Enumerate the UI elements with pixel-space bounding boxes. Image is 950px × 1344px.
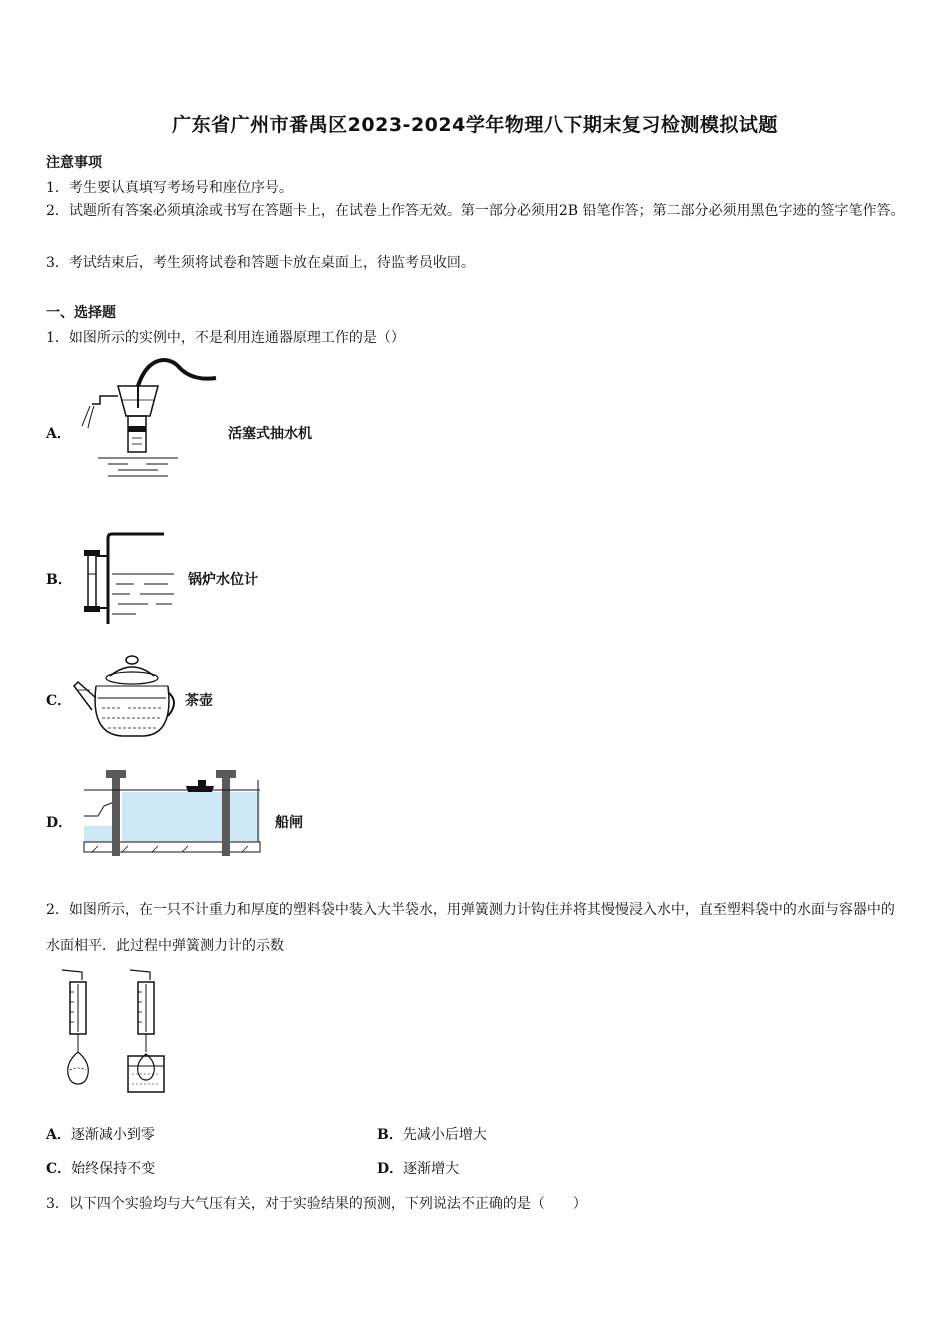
q1-option-d-letter: D． (46, 815, 73, 831)
q1-option-c-letter: C． (46, 693, 72, 709)
question-2-stem: 2．如图所示，在一只不计重力和厚度的塑料袋中装入大半袋水，用弹簧测力计钩住并将其慢慢浸入水中，直至塑料袋中的水面与容器中的水面相平．此过程中弹簧测力计的示数 (46, 902, 895, 954)
question-3-stem: 3．以下四个实验均与大气压有关，对于实验结果的预测，下列说法不正确的是（ ） (46, 1196, 587, 1212)
q2-option-a-label: 逐渐减小到零 (70, 1127, 155, 1143)
q1-option-d-label: 船闸 (275, 815, 303, 831)
page-title: 广东省广州市番禺区2023-2024学年物理八下期末复习检测模拟试题 (172, 114, 778, 136)
q2-option-b-letter: B． (377, 1127, 403, 1143)
q2-option-c-label: 始终保持不变 (71, 1161, 156, 1177)
q2-option-b-label: 先减小后增大 (402, 1127, 487, 1143)
question-1-stem: 1．如图所示的实例中，不是利用连通器原理工作的是（） (46, 330, 405, 346)
q2-option-a (46, 1124, 155, 1144)
q2-option-c-letter: C． (46, 1161, 72, 1177)
ship-lock-figure (82, 766, 262, 858)
q2-option-d (377, 1158, 459, 1178)
q1-option-c-label: 茶壶 (185, 693, 213, 709)
q2-option-d-letter: D． (377, 1161, 404, 1177)
spring-scale-figure (56, 966, 196, 1098)
teapot-figure (72, 652, 182, 740)
q1-option-a-label: 活塞式抽水机 (228, 426, 312, 442)
q1-option-b-letter: B． (46, 572, 72, 588)
q2-option-d-label: 逐渐增大 (403, 1161, 460, 1177)
section-heading: 一、选择题 (46, 305, 116, 321)
boiler-gauge-figure (78, 532, 180, 626)
notice-heading: 注意事项 (46, 155, 102, 171)
notice-item-2: 2．试题所有答案必须填涂或书写在答题卡上，在试卷上作答无效。第一部分必须用2B 铅笔作答；第二部分必须用黑色字迹的签字笔作答。 (46, 203, 905, 219)
notice-item-1: 1．考生要认真填写考场号和座位序号。 (46, 180, 293, 196)
q2-option-a-letter: A． (46, 1127, 71, 1143)
q1-option-b-label: 锅炉水位计 (188, 572, 258, 588)
notice-item-3: 3．考试结束后，考生须将试卷和答题卡放在桌面上，待监考员收回。 (46, 255, 475, 271)
q2-option-c (46, 1158, 155, 1178)
q1-option-a-letter: A． (46, 426, 71, 442)
piston-pump-figure (78, 356, 220, 482)
q2-option-b (377, 1124, 487, 1144)
